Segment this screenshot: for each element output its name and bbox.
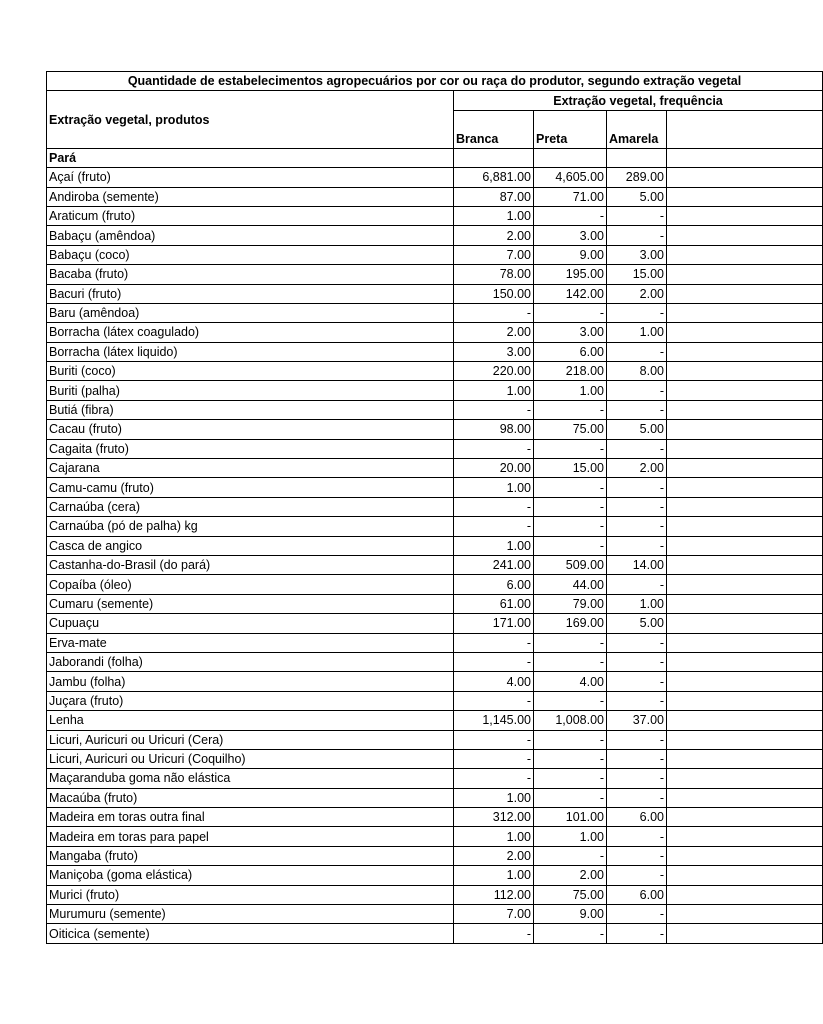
value-cell: 1.00 bbox=[454, 536, 534, 555]
product-label: Maçaranduba goma não elástica bbox=[47, 769, 454, 788]
value-cell: - bbox=[454, 517, 534, 536]
table-cell bbox=[607, 148, 667, 167]
cutoff-cell bbox=[667, 866, 823, 885]
value-cell: 6.00 bbox=[454, 575, 534, 594]
table-row bbox=[47, 652, 823, 671]
table-row bbox=[47, 672, 823, 691]
cutoff-cell bbox=[667, 536, 823, 555]
value-cell: 218.00 bbox=[534, 362, 607, 381]
cutoff-cell bbox=[667, 168, 823, 187]
cutoff-cell bbox=[667, 439, 823, 458]
cutoff-cell bbox=[667, 885, 823, 904]
value-cell: - bbox=[607, 652, 667, 671]
value-cell: 44.00 bbox=[534, 575, 607, 594]
cutoff-cell bbox=[667, 342, 823, 361]
column-header-cutoff bbox=[667, 110, 823, 148]
cutoff-cell bbox=[667, 478, 823, 497]
table-title: Quantidade de estabelecimentos agropecuários por cor ou raça do produtor, segundo extração vegetal bbox=[47, 72, 823, 91]
product-label: Murumuru (semente) bbox=[47, 905, 454, 924]
product-label: Buriti (coco) bbox=[47, 362, 454, 381]
table-cell bbox=[454, 148, 534, 167]
state-label: Pará bbox=[47, 148, 454, 167]
table-cell bbox=[667, 148, 823, 167]
value-cell: - bbox=[607, 517, 667, 536]
value-cell: 7.00 bbox=[454, 905, 534, 924]
value-cell: - bbox=[454, 691, 534, 710]
table-row bbox=[47, 303, 823, 322]
cutoff-cell bbox=[667, 323, 823, 342]
product-label: Casca de angico bbox=[47, 536, 454, 555]
cutoff-cell bbox=[667, 808, 823, 827]
table-row bbox=[47, 788, 823, 807]
value-cell: - bbox=[534, 749, 607, 768]
product-label: Licuri, Auricuri ou Uricuri (Cera) bbox=[47, 730, 454, 749]
value-cell: - bbox=[534, 478, 607, 497]
cutoff-cell bbox=[667, 691, 823, 710]
value-cell: 112.00 bbox=[454, 885, 534, 904]
value-cell: 75.00 bbox=[534, 420, 607, 439]
value-cell: - bbox=[607, 905, 667, 924]
value-cell: - bbox=[454, 439, 534, 458]
value-cell: 4.00 bbox=[534, 672, 607, 691]
cutoff-cell bbox=[667, 206, 823, 225]
value-cell: 14.00 bbox=[607, 555, 667, 574]
value-cell: - bbox=[534, 206, 607, 225]
value-cell: 6.00 bbox=[534, 342, 607, 361]
product-label: Mangaba (fruto) bbox=[47, 846, 454, 865]
value-cell: 101.00 bbox=[534, 808, 607, 827]
value-cell: 1,008.00 bbox=[534, 711, 607, 730]
group-header: Extração vegetal, frequência bbox=[454, 91, 823, 110]
title-row bbox=[47, 72, 823, 91]
value-cell: - bbox=[454, 400, 534, 419]
product-label: Lenha bbox=[47, 711, 454, 730]
table-row bbox=[47, 749, 823, 768]
table-row bbox=[47, 400, 823, 419]
value-cell: 4.00 bbox=[454, 672, 534, 691]
cutoff-cell bbox=[667, 924, 823, 943]
cutoff-cell bbox=[667, 905, 823, 924]
product-label: Copaíba (óleo) bbox=[47, 575, 454, 594]
value-cell: 6.00 bbox=[607, 808, 667, 827]
product-label: Bacaba (fruto) bbox=[47, 265, 454, 284]
state-row bbox=[47, 148, 823, 167]
value-cell: - bbox=[607, 691, 667, 710]
value-cell: - bbox=[534, 400, 607, 419]
product-label: Madeira em toras outra final bbox=[47, 808, 454, 827]
table-row bbox=[47, 323, 823, 342]
value-cell: 9.00 bbox=[534, 905, 607, 924]
value-cell: 150.00 bbox=[454, 284, 534, 303]
value-cell: - bbox=[607, 575, 667, 594]
value-cell: - bbox=[534, 924, 607, 943]
value-cell: - bbox=[607, 827, 667, 846]
table-row bbox=[47, 478, 823, 497]
cutoff-cell bbox=[667, 400, 823, 419]
value-cell: - bbox=[607, 924, 667, 943]
value-cell: 6.00 bbox=[607, 885, 667, 904]
value-cell: 1.00 bbox=[534, 381, 607, 400]
product-label: Buriti (palha) bbox=[47, 381, 454, 400]
value-cell: - bbox=[534, 769, 607, 788]
value-cell: 1.00 bbox=[454, 206, 534, 225]
product-label: Castanha-do-Brasil (do pará) bbox=[47, 555, 454, 574]
value-cell: - bbox=[454, 303, 534, 322]
column-header-preta: Preta bbox=[534, 110, 607, 148]
table-row bbox=[47, 420, 823, 439]
table-cell bbox=[534, 148, 607, 167]
table-row bbox=[47, 342, 823, 361]
value-cell: 79.00 bbox=[534, 594, 607, 613]
value-cell: - bbox=[454, 730, 534, 749]
column-header-branca: Branca bbox=[454, 110, 534, 148]
product-label: Cacau (fruto) bbox=[47, 420, 454, 439]
value-cell: 9.00 bbox=[534, 245, 607, 264]
value-cell: - bbox=[534, 846, 607, 865]
value-cell: - bbox=[534, 517, 607, 536]
value-cell: - bbox=[454, 652, 534, 671]
value-cell: - bbox=[607, 342, 667, 361]
cutoff-cell bbox=[667, 788, 823, 807]
table-row bbox=[47, 730, 823, 749]
value-cell: 87.00 bbox=[454, 187, 534, 206]
value-cell: 2.00 bbox=[607, 284, 667, 303]
value-cell: 3.00 bbox=[534, 323, 607, 342]
product-label: Erva-mate bbox=[47, 633, 454, 652]
cutoff-cell bbox=[667, 672, 823, 691]
header-row-1 bbox=[47, 91, 823, 110]
value-cell: 171.00 bbox=[454, 614, 534, 633]
value-cell: - bbox=[607, 866, 667, 885]
table-row bbox=[47, 497, 823, 516]
value-cell: 5.00 bbox=[607, 420, 667, 439]
table-row bbox=[47, 594, 823, 613]
value-cell: 1.00 bbox=[454, 788, 534, 807]
product-label: Borracha (látex coagulado) bbox=[47, 323, 454, 342]
cutoff-cell bbox=[667, 265, 823, 284]
value-cell: 220.00 bbox=[454, 362, 534, 381]
table-row bbox=[47, 885, 823, 904]
product-label: Oiticica (semente) bbox=[47, 924, 454, 943]
cutoff-cell bbox=[667, 362, 823, 381]
value-cell: 241.00 bbox=[454, 555, 534, 574]
product-label: Carnaúba (cera) bbox=[47, 497, 454, 516]
table-row bbox=[47, 517, 823, 536]
cutoff-cell bbox=[667, 633, 823, 652]
value-cell: 2.00 bbox=[607, 459, 667, 478]
cutoff-cell bbox=[667, 652, 823, 671]
product-label: Babaçu (amêndoa) bbox=[47, 226, 454, 245]
value-cell: 5.00 bbox=[607, 614, 667, 633]
cutoff-cell bbox=[667, 459, 823, 478]
table-row bbox=[47, 362, 823, 381]
table-row bbox=[47, 769, 823, 788]
value-cell: - bbox=[607, 400, 667, 419]
value-cell: 1,145.00 bbox=[454, 711, 534, 730]
table-row bbox=[47, 284, 823, 303]
value-cell: - bbox=[534, 497, 607, 516]
product-label: Jaborandi (folha) bbox=[47, 652, 454, 671]
product-label: Jambu (folha) bbox=[47, 672, 454, 691]
table-row bbox=[47, 555, 823, 574]
value-cell: 98.00 bbox=[454, 420, 534, 439]
table-row bbox=[47, 866, 823, 885]
table-row bbox=[47, 265, 823, 284]
value-cell: 2.00 bbox=[454, 226, 534, 245]
value-cell: 2.00 bbox=[534, 866, 607, 885]
value-cell: 7.00 bbox=[454, 245, 534, 264]
value-cell: - bbox=[534, 439, 607, 458]
value-cell: - bbox=[607, 536, 667, 555]
value-cell: 8.00 bbox=[607, 362, 667, 381]
table-row bbox=[47, 187, 823, 206]
value-cell: - bbox=[607, 497, 667, 516]
cutoff-cell bbox=[667, 381, 823, 400]
value-cell: 78.00 bbox=[454, 265, 534, 284]
value-cell: 1.00 bbox=[534, 827, 607, 846]
product-label: Cumaru (semente) bbox=[47, 594, 454, 613]
value-cell: 15.00 bbox=[607, 265, 667, 284]
value-cell: 142.00 bbox=[534, 284, 607, 303]
value-cell: - bbox=[534, 652, 607, 671]
cutoff-cell bbox=[667, 827, 823, 846]
value-cell: 1.00 bbox=[607, 323, 667, 342]
value-cell: - bbox=[454, 924, 534, 943]
cutoff-cell bbox=[667, 614, 823, 633]
value-cell: 20.00 bbox=[454, 459, 534, 478]
value-cell: 509.00 bbox=[534, 555, 607, 574]
product-label: Andiroba (semente) bbox=[47, 187, 454, 206]
product-label: Macaúba (fruto) bbox=[47, 788, 454, 807]
value-cell: - bbox=[607, 439, 667, 458]
value-cell: - bbox=[534, 536, 607, 555]
value-cell: - bbox=[534, 633, 607, 652]
product-label: Araticum (fruto) bbox=[47, 206, 454, 225]
value-cell: 61.00 bbox=[454, 594, 534, 613]
cutoff-cell bbox=[667, 769, 823, 788]
table-row bbox=[47, 206, 823, 225]
value-cell: 1.00 bbox=[454, 478, 534, 497]
value-cell: 169.00 bbox=[534, 614, 607, 633]
table-row bbox=[47, 381, 823, 400]
value-cell: 2.00 bbox=[454, 846, 534, 865]
value-cell: - bbox=[607, 788, 667, 807]
data-table bbox=[46, 71, 823, 944]
product-label: Baru (amêndoa) bbox=[47, 303, 454, 322]
cutoff-cell bbox=[667, 711, 823, 730]
product-label: Murici (fruto) bbox=[47, 885, 454, 904]
value-cell: - bbox=[454, 497, 534, 516]
value-cell: - bbox=[607, 672, 667, 691]
cutoff-cell bbox=[667, 187, 823, 206]
product-label: Bacuri (fruto) bbox=[47, 284, 454, 303]
value-cell: 3.00 bbox=[534, 226, 607, 245]
value-cell: - bbox=[607, 846, 667, 865]
value-cell: 3.00 bbox=[607, 245, 667, 264]
value-cell: 1.00 bbox=[454, 866, 534, 885]
value-cell: 1.00 bbox=[454, 381, 534, 400]
product-label: Camu-camu (fruto) bbox=[47, 478, 454, 497]
table-row bbox=[47, 536, 823, 555]
value-cell: - bbox=[607, 303, 667, 322]
cutoff-cell bbox=[667, 303, 823, 322]
value-cell: 3.00 bbox=[454, 342, 534, 361]
value-cell: - bbox=[454, 633, 534, 652]
product-label: Carnaúba (pó de palha) kg bbox=[47, 517, 454, 536]
table-row bbox=[47, 808, 823, 827]
value-cell: - bbox=[534, 691, 607, 710]
value-cell: 195.00 bbox=[534, 265, 607, 284]
table-row bbox=[47, 905, 823, 924]
table-row bbox=[47, 439, 823, 458]
product-label: Juçara (fruto) bbox=[47, 691, 454, 710]
value-cell: - bbox=[454, 769, 534, 788]
value-cell: - bbox=[454, 749, 534, 768]
table-row bbox=[47, 711, 823, 730]
product-label: Cagaita (fruto) bbox=[47, 439, 454, 458]
value-cell: - bbox=[534, 788, 607, 807]
value-cell: - bbox=[607, 478, 667, 497]
value-cell: 15.00 bbox=[534, 459, 607, 478]
value-cell: - bbox=[534, 730, 607, 749]
cutoff-cell bbox=[667, 749, 823, 768]
table-row bbox=[47, 633, 823, 652]
value-cell: 1.00 bbox=[607, 594, 667, 613]
value-cell: - bbox=[607, 749, 667, 768]
product-label: Açaí (fruto) bbox=[47, 168, 454, 187]
value-cell: - bbox=[607, 226, 667, 245]
product-label: Cajarana bbox=[47, 459, 454, 478]
table-row bbox=[47, 846, 823, 865]
cutoff-cell bbox=[667, 517, 823, 536]
value-cell: 71.00 bbox=[534, 187, 607, 206]
value-cell: 4,605.00 bbox=[534, 168, 607, 187]
table-row bbox=[47, 924, 823, 943]
cutoff-cell bbox=[667, 420, 823, 439]
cutoff-cell bbox=[667, 245, 823, 264]
product-label: Licuri, Auricuri ou Uricuri (Coquilho) bbox=[47, 749, 454, 768]
cutoff-cell bbox=[667, 284, 823, 303]
table-row bbox=[47, 245, 823, 264]
value-cell: 5.00 bbox=[607, 187, 667, 206]
product-label: Borracha (látex liquido) bbox=[47, 342, 454, 361]
table-row bbox=[47, 614, 823, 633]
value-cell: 37.00 bbox=[607, 711, 667, 730]
product-header: Extração vegetal, produtos bbox=[47, 91, 454, 148]
cutoff-cell bbox=[667, 555, 823, 574]
value-cell: - bbox=[607, 769, 667, 788]
value-cell: 289.00 bbox=[607, 168, 667, 187]
cutoff-cell bbox=[667, 226, 823, 245]
table-row bbox=[47, 168, 823, 187]
product-label: Cupuaçu bbox=[47, 614, 454, 633]
value-cell: - bbox=[607, 381, 667, 400]
value-cell: 6,881.00 bbox=[454, 168, 534, 187]
product-label: Babaçu (coco) bbox=[47, 245, 454, 264]
cutoff-cell bbox=[667, 497, 823, 516]
value-cell: 1.00 bbox=[454, 827, 534, 846]
product-label: Madeira em toras para papel bbox=[47, 827, 454, 846]
value-cell: - bbox=[607, 633, 667, 652]
cutoff-cell bbox=[667, 730, 823, 749]
column-header-amarela: Amarela bbox=[607, 110, 667, 148]
value-cell: 312.00 bbox=[454, 808, 534, 827]
table-row bbox=[47, 827, 823, 846]
value-cell: - bbox=[607, 730, 667, 749]
value-cell: 2.00 bbox=[454, 323, 534, 342]
spreadsheet-page bbox=[46, 71, 742, 944]
cutoff-cell bbox=[667, 846, 823, 865]
value-cell: - bbox=[607, 206, 667, 225]
value-cell: - bbox=[534, 303, 607, 322]
cutoff-cell bbox=[667, 575, 823, 594]
table-row bbox=[47, 691, 823, 710]
cutoff-cell bbox=[667, 594, 823, 613]
product-label: Maniçoba (goma elástica) bbox=[47, 866, 454, 885]
product-label: Butiá (fibra) bbox=[47, 400, 454, 419]
table-row bbox=[47, 226, 823, 245]
table-row bbox=[47, 575, 823, 594]
table-row bbox=[47, 459, 823, 478]
value-cell: 75.00 bbox=[534, 885, 607, 904]
